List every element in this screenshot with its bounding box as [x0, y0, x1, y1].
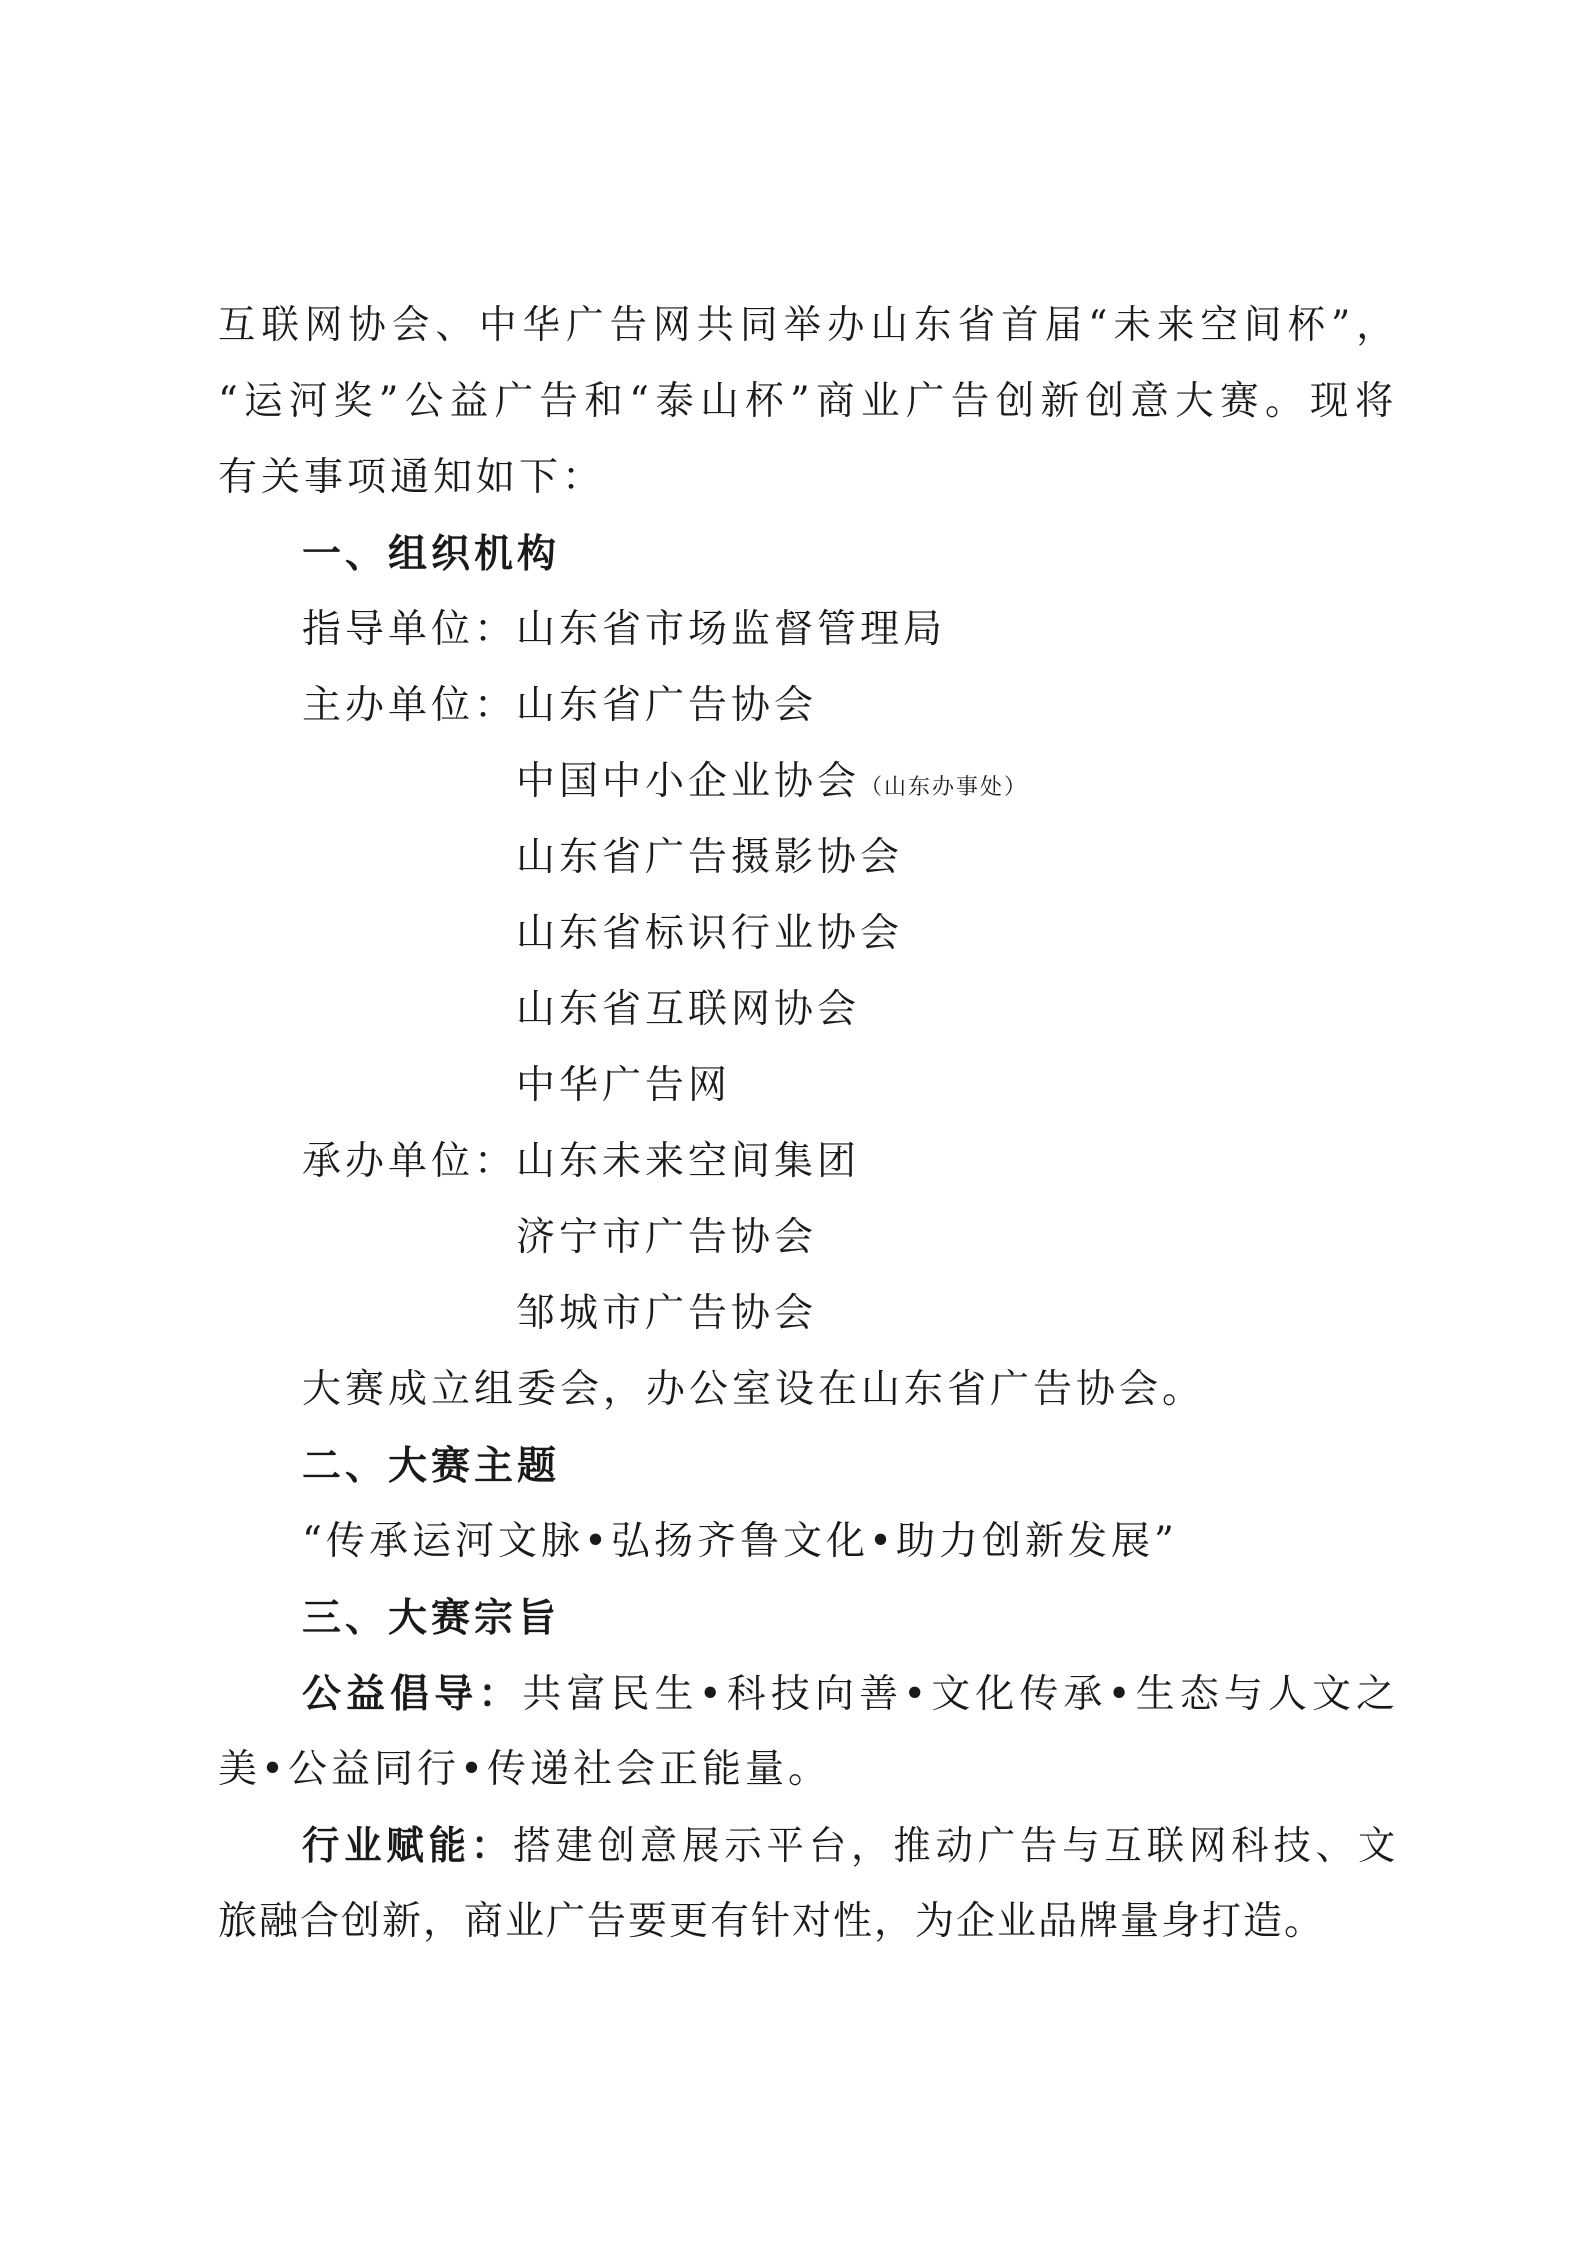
host-item-note: （山东办事处）	[860, 775, 1029, 800]
organizer-item: 济宁市广告协会	[516, 1215, 818, 1260]
host-item-name: 中国中小企业协会	[516, 759, 861, 804]
industry-line	[302, 1816, 1400, 1876]
host-item: 山东省标识行业协会	[516, 911, 904, 956]
organizer-label: 承办单位：	[302, 1139, 518, 1184]
public-welfare-line: 美•公益同行•传递社会正能量。	[218, 1747, 832, 1792]
industry-line: 旅融合创新，商业广告要更有针对性，为企业品牌量身打造。	[218, 1899, 1326, 1944]
host-label: 主办单位：	[302, 683, 518, 728]
public-welfare-line	[302, 1664, 1400, 1724]
theme-text: “传承运河文脉•弘扬齐鲁文化•助力创新发展”	[302, 1519, 1178, 1564]
host-item: 中华广告网	[516, 1063, 732, 1108]
paragraph-line: 有关事项通知如下：	[218, 455, 606, 500]
section-heading: 三、大赛宗旨	[302, 1595, 561, 1641]
organizer-item: 山东未来空间集团	[516, 1139, 861, 1184]
guide-label: 指导单位：	[302, 607, 518, 652]
guide-value: 山东省市场监督管理局	[516, 607, 947, 652]
host-item: 山东省广告协会	[516, 683, 818, 728]
paragraph-line: 互联网协会、中华广告网共同举办山东省首届“未来空间杯”，	[218, 303, 1400, 348]
public-welfare-label: 公益倡导：	[302, 1671, 523, 1717]
host-item	[516, 752, 1028, 812]
committee-text: 大赛成立组委会，办公室设在山东省广告协会。	[302, 1367, 1206, 1412]
organizer-item: 邹城市广告协会	[516, 1291, 818, 1336]
host-item: 山东省互联网协会	[516, 987, 861, 1032]
host-item: 山东省广告摄影协会	[516, 835, 904, 880]
public-welfare-text: 共富民生•科技向善•文化传承•生态与人文之	[522, 1672, 1401, 1717]
industry-text: 搭建创意展示平台，推动广告与互联网科技、文	[513, 1824, 1401, 1869]
section-heading: 二、大赛主题	[302, 1443, 561, 1489]
paragraph-line: “运河奖”公益广告和“泰山杯”商业广告创新创意大赛。现将	[218, 379, 1400, 424]
section-heading: 一、组织机构	[302, 531, 561, 577]
industry-label: 行业赋能：	[302, 1823, 514, 1869]
